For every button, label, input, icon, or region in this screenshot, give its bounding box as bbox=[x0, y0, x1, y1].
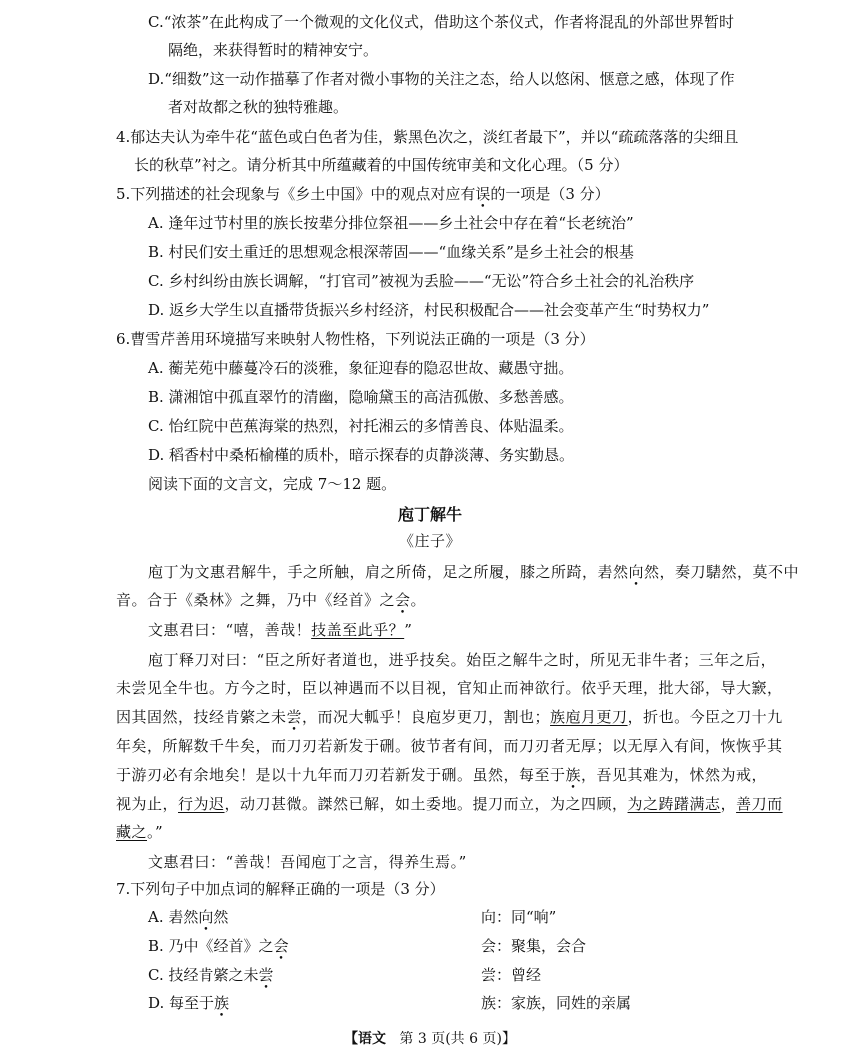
q4-line1: 4.郁达夫认为牵牛花“蓝色或白色者为佳，紫黑色次之，淡红者最下”，并以“疏疏落落的尖细且 bbox=[116, 128, 739, 146]
text-segment: 。” bbox=[147, 823, 164, 841]
q7-option-b-gloss: 会：聚集，会合 bbox=[481, 937, 587, 955]
text-segment: ， bbox=[720, 795, 737, 813]
q5-option-b: B. 村民们安土重迁的思想观念根深蒂固——“血缘关系”是乡土社会的根基 bbox=[148, 243, 634, 261]
q5-stem-score: 的一项是（3 分） bbox=[490, 185, 610, 203]
passage-p3-line6 bbox=[116, 794, 783, 814]
q7-option-a bbox=[148, 907, 228, 927]
text-segment: A. 砉然 bbox=[148, 908, 199, 926]
footer-page-number: 第 3 页(共 6 页)】 bbox=[399, 1031, 516, 1047]
text-segment: 然，奏刀騞然，莫不中 bbox=[644, 563, 800, 581]
q5-stem-text: 5.下列描述的社会现象与《乡土中国》中的观点对应有 bbox=[116, 185, 476, 203]
q7-option-d bbox=[148, 993, 229, 1013]
text-segment: ，吾见其难为，怵然为戒， bbox=[581, 766, 768, 784]
emphasis-char-xiang: 向 bbox=[628, 563, 645, 581]
option-c-line2: 隔绝，来获得暂时的精神安宁。 bbox=[168, 41, 379, 59]
underlined-phrase: 技盖至此乎？ bbox=[311, 621, 405, 639]
q5-option-d: D. 返乡大学生以直播带货振兴乡村经济，村民积极配合——社会变革产生“时势权力” bbox=[148, 301, 710, 319]
q6-stem: 6.曹雪芹善用环境描写来映射人物性格，下列说法正确的一项是（3 分） bbox=[116, 330, 595, 348]
passage-p3-line7 bbox=[116, 822, 163, 842]
passage-p2 bbox=[148, 620, 412, 640]
q6-option-d: D. 稻香村中桑柘榆槿的质朴，暗示探春的贞静淡薄、务实勤恳。 bbox=[148, 446, 575, 464]
text-segment: 文惠君曰：“嘻，善哉！ bbox=[148, 621, 312, 639]
passage-p4: 文惠君曰：“善哉！吾闻庖丁之言，得养生焉。” bbox=[148, 853, 467, 871]
q7-option-c-gloss: 尝：曾经 bbox=[481, 966, 542, 984]
passage-p3-line4: 年矣，所解数千牛矣，而刀刃若新发于硎。彼节者有间，而刀刃者无厚；以无厚入有间，恢恢乎其 bbox=[116, 737, 783, 755]
q7-stem: 7.下列句子中加点词的解释正确的一项是（3 分） bbox=[116, 880, 445, 898]
text-segment: 然 bbox=[213, 908, 229, 926]
q5-option-c: C. 乡村纠纷由族长调解，“打官司”被视为丢脸——“无讼”符合乡土社会的礼治秩序 bbox=[148, 272, 695, 290]
text-segment: C. 技经肯綮之未 bbox=[148, 966, 259, 984]
text-segment: ” bbox=[404, 621, 413, 639]
footer-subject: 【语文 bbox=[344, 1031, 387, 1047]
q7-option-d-gloss: 族：家族，同姓的亲属 bbox=[481, 994, 632, 1012]
q4-line2: 长的秋草”衬之。请分析其中所蕴藏着的中国传统审美和文化心理。（5 分） bbox=[134, 156, 629, 174]
q6-option-b: B. 潇湘馆中孤直翠竹的清幽，隐喻黛玉的高洁孤傲、多愁善感。 bbox=[148, 388, 574, 406]
text-segment: 视为止， bbox=[116, 795, 179, 813]
underlined-phrase: 为之踌躇满志 bbox=[627, 795, 721, 813]
passage-p1-line2 bbox=[116, 590, 426, 610]
text-segment: 。 bbox=[410, 591, 427, 609]
option-c-line1: C.“浓茶”在此构成了一个微观的文化仪式，借助这个茶仪式，作者将混乱的外部世界暂时 bbox=[148, 13, 735, 31]
q7-option-a-gloss: 向：同“响” bbox=[481, 908, 557, 926]
emphasis-char-zu: 族 bbox=[565, 766, 582, 784]
reading-instruction: 阅读下面的文言文，完成 7～12 题。 bbox=[148, 475, 397, 493]
text-segment: ，而况大軱乎！良庖岁更刀，割也； bbox=[302, 708, 551, 726]
emphasis-char-chang: 尝 bbox=[286, 708, 303, 726]
emphasis-char: 会 bbox=[273, 937, 289, 955]
q7-option-c bbox=[148, 965, 274, 985]
emphasis-char: 尝 bbox=[258, 966, 274, 984]
q5-emphasis-char: 误 bbox=[475, 185, 491, 203]
passage-p3-line3 bbox=[116, 707, 783, 727]
q5-option-a: A. 逢年过节村里的族长按辈分排位祭祖——乡土社会中存在着“长老统治” bbox=[148, 214, 634, 232]
text-segment: 因其固然，技经肯綮之未 bbox=[116, 708, 287, 726]
text-segment: 于游刃必有余地矣！是以十九年而刀刃若新发于硎。虽然，每至于 bbox=[116, 766, 566, 784]
passage-title: 庖丁解牛 bbox=[397, 505, 462, 524]
page-footer bbox=[0, 1028, 860, 1048]
q7-option-b bbox=[148, 936, 289, 956]
passage-p3-line1: 庖丁释刀对曰：“臣之所好者道也，进乎技矣。始臣之解牛之时，所见无非牛者；三年之后， bbox=[148, 651, 777, 669]
underlined-phrase: 善刀而 bbox=[736, 795, 783, 813]
text-segment: 音。合于《桑林》之舞，乃中《经首》之 bbox=[116, 591, 396, 609]
emphasis-char: 族 bbox=[214, 994, 230, 1012]
q5-stem bbox=[116, 184, 610, 204]
q6-option-c: C. 怡红院中芭蕉海棠的热烈，衬托湘云的多情善良、体贴温柔。 bbox=[148, 417, 574, 435]
passage-p3-line5 bbox=[116, 765, 767, 785]
underlined-phrase: 族庖月更刀 bbox=[550, 708, 628, 726]
underlined-phrase: 藏之 bbox=[116, 823, 148, 841]
option-d-line2: 者对故都之秋的独特雅趣。 bbox=[168, 98, 349, 116]
emphasis-char-hui: 会 bbox=[395, 591, 411, 609]
option-d-line1: D.“细数”这一动作描摹了作者对微小事物的关注之态，给人以悠闲、惬意之感，体现了作 bbox=[148, 70, 735, 88]
text-segment: D. 每至于 bbox=[148, 994, 215, 1012]
passage-p1-line1 bbox=[148, 562, 799, 582]
emphasis-char: 向 bbox=[198, 908, 214, 926]
q6-option-a: A. 蘅芜苑中藤蔓冷石的淡雅，象征迎春的隐忍世故、藏愚守拙。 bbox=[148, 359, 574, 377]
text-segment: ，折也。今臣之刀十九 bbox=[627, 708, 783, 726]
text-segment: 庖丁为文惠君解牛，手之所触，肩之所倚，足之所履，膝之所踦，砉然 bbox=[148, 563, 629, 581]
text-segment: B. 乃中《经首》之 bbox=[148, 937, 274, 955]
passage-author: 《庄子》 bbox=[398, 532, 461, 550]
underlined-phrase: 行为迟 bbox=[178, 795, 225, 813]
passage-p3-line2: 未尝见全牛也。方今之时，臣以神遇而不以目视，官知止而神欲行。依乎天理，批大郤，导大窾， bbox=[116, 679, 783, 697]
text-segment: ，动刀甚微。謋然已解，如土委地。提刀而立，为之四顾， bbox=[224, 795, 628, 813]
